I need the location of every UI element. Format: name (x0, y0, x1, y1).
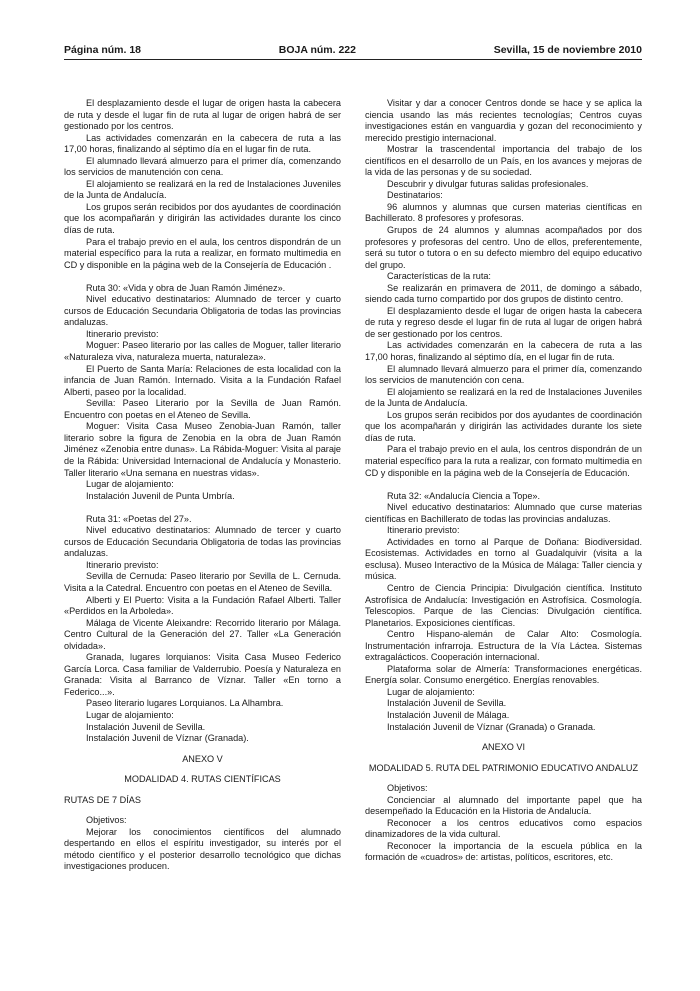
paragraph: Instalación Juvenil de Sevilla. (387, 698, 507, 709)
annex-v-section (64, 754, 341, 873)
paragraph: Paseo literario lugares Lorquianos. La Alhambra. (86, 698, 284, 709)
paragraph: Itinerario previsto: (387, 525, 460, 536)
paragraph: Plataforma solar de Almería: Transformaciones energéticas. Energía solar. Consumo energético. Energías renovables. (365, 663, 642, 686)
paragraph: El alojamiento se realizará en la red de Instalaciones Juveniles de la Junta de Andalucía. (64, 178, 341, 201)
paragraph: 96 alumnos y alumnas que cursen materias científicas en Bachillerato. 8 profesores y profesoras. (365, 201, 642, 224)
paragraph: Para el trabajo previo en el aula, los centros dispondrán de un material específico para la ruta a realizar, con formato multimedia en CD y disponible en la página web de la Consejería de Educación. (365, 444, 642, 478)
left-column (64, 98, 341, 873)
annex-title: ANEXO V (182, 753, 223, 764)
paragraph: Instalación Juvenil de Málaga. (387, 709, 510, 720)
paragraph: Los grupos serán recibidos por dos ayudantes de coordinación que los acompañarán y dirigirán las actividades durante los cinco días de ruta. (64, 201, 341, 236)
paragraph-gap (64, 502, 341, 514)
paragraph: Centro Hispano-alemán de Calar Alto: Cosmología. Instrumentación infrarroja. Estructura de la Vía Láctea. Sistemas extragalácticos. Cooperación internacional. (365, 629, 642, 663)
paragraph-gap (365, 479, 642, 491)
paragraph: Instalación Juvenil de Punta Umbría. (86, 490, 235, 501)
paragraph: Sevilla: Paseo Literario por la Sevilla de Juan Ramón. Encuentro con poetas en el Ateneo de Sevilla. (64, 398, 341, 420)
modality-title: MODALIDAD 4. RUTAS CIENTÍFICAS (124, 774, 281, 785)
paragraph: Itinerario previsto: (86, 559, 159, 570)
paragraph: Los grupos serán recibidos por dos ayudantes de coordinación que los acompañarán y dirigirán las actividades durante los siete días de ruta. (365, 409, 642, 443)
paragraph: Nivel educativo destinatarios: Alumnado que curse materias científicas en Bachillerato de todas las provincias andaluzas. (365, 502, 642, 524)
paragraph: El alumnado llevará almuerzo para el primer día, comenzando los servicios de manutención con cena. (365, 363, 642, 386)
paragraph: El desplazamiento desde el lugar de origen hasta la cabecera de ruta y desde el lugar fin de ruta al lugar de origen habrá de ser gestionado por los centros. (64, 98, 341, 132)
paragraph: El desplazamiento desde el lugar de origen hasta la cabecera de ruta y regreso desde el lugar fin de ruta al lugar de origen habrá de ser gestionado por los centros. (365, 305, 642, 339)
paragraph: Grupos de 24 alumnos y alumnas acompañados por dos profesores y profesoras del centro. Uno de ellos, preferentemente, será su tutor o tutora o en su defecto miembro del equipo educativo del grupo. (365, 225, 642, 270)
route-duration: RUTAS DE 7 DÍAS (64, 794, 141, 805)
paragraph: Las actividades comenzarán en la cabecera de ruta a las 17,00 horas, finalizando al séptimo día en el lugar fin de ruta. (64, 132, 341, 155)
paragraph: El alumnado llevará almuerzo para el primer día, comenzando los servicios de manutención con cena. (64, 155, 341, 178)
paragraph: Mostrar la trascendental importancia del trabajo de los científicos en el desarrollo de un País, en los avances y mejoras de la vida de las personas y de su sociedad. (365, 144, 642, 178)
paragraph: Nivel educativo destinatarios: Alumnado de tercer y cuarto cursos de Educación Secundaria Obligatoria de todas las provincias andaluzas. (64, 525, 341, 559)
paragraph: Mejorar los conocimientos científicos del alumnado despertando en ellos el espíritu investigador, su interés por el método científico y el posterior desarrollo tecnológico que dichas investigaciones producen. (64, 826, 341, 872)
paragraph: Actividades en torno al Parque de Doñana: Biodiversidad. Ecosistemas. Actividades en torno al Guadalquivir (visita a la esclusa). Museo Interactivo de la Música de Málaga: Taller ciencia y música. (365, 536, 642, 582)
page-header (64, 44, 642, 60)
annex-vi-section (365, 742, 642, 864)
objectives-label: Objetivos: (387, 783, 428, 794)
objectives-label: Objetivos: (86, 815, 127, 826)
paragraph: Lugar de alojamiento: (86, 479, 174, 490)
paragraph: Centro de Ciencia Principia: Divulgación científica. Instituto Astrofísica de Andalucía: Investigación en Astrofísica. Cosmología. Telescopios. Parque de las Ciencias: Divulgación científica. Planetarios. Exposiciones científicas. (365, 582, 642, 628)
paragraph: Reconocer la importancia de la escuela pública en la formación de «cuadros» de: artistas, políticos, escritores, etc. (365, 840, 642, 863)
paragraph: Ruta 31: «Poetas del 27». (86, 513, 192, 524)
paragraph: Se realizarán en primavera de 2011, de domingo a sábado, siendo cada turno compartido por dos grupos de distinto centro. (365, 282, 642, 305)
paragraph: Moguer: Visita Casa Museo Zenobia-Juan Ramón, taller literario sobre la figura de Zenobia en la obra de Juan Ramón Jiménez «Zenobia entre dunas». La Rábida-Moguer: Visita al paraje de la Rábida: Universidad Internacional de Andalucía y Monasterio. Taller literario «Una semana en nuestras vidas». (64, 421, 341, 478)
paragraph: Lugar de alojamiento: (86, 709, 174, 720)
paragraph: Características de la ruta: (387, 271, 491, 282)
paragraph: Destinatarios: (387, 190, 443, 201)
right-column (365, 98, 642, 873)
paragraph: Concienciar al alumnado del importante papel que ha desempeñado la Educación en la Historia de Andalucía. (365, 794, 642, 817)
paragraph: Instalación Juvenil de Sevilla. (86, 721, 206, 732)
paragraph: El Puerto de Santa María: Relaciones de esta localidad con la infancia de Juan Ramón. Internado. Visita a la Fundación Rafael Alberti, paseo por la localidad. (64, 363, 341, 397)
paragraph: Lugar de alojamiento: (387, 686, 475, 697)
paragraph-gap (64, 271, 341, 283)
paragraph: Para el trabajo previo en el aula, los centros dispondrán de un material específico para la ruta a realizar, en formato multimedia en CD y disponible en la página web de la Consejería de Educación . (64, 236, 341, 270)
paragraph: Visitar y dar a conocer Centros donde se hace y se aplica la ciencia usando las más recientes tecnologías; Centros cuyas investigaciones están en vanguardia y gozan del reconocimiento y merecido prestigio internacional. (365, 98, 642, 143)
publication-date: Sevilla, 15 de noviembre 2010 (493, 44, 642, 56)
page-number: Página núm. 18 (64, 44, 142, 56)
page (64, 44, 642, 873)
modality-title: MODALIDAD 5. RUTA DEL PATRIMONIO EDUCATIVO ANDALUZ (368, 762, 639, 773)
bulletin-number: BOJA núm. 222 (278, 44, 356, 56)
paragraph: Ruta 32: «Andalucía Ciencia a Tope». (387, 490, 541, 501)
paragraph: Instalación Juvenil de Víznar (Granada). (86, 733, 249, 744)
paragraph: Ruta 30: «Vida y obra de Juan Ramón Jiménez». (86, 282, 286, 293)
paragraph: Moguer: Paseo literario por las calles de Moguer, taller literario «Naturaleza viva, naturaleza muerta, naturaleza». (64, 340, 341, 363)
paragraph: Nivel educativo destinatarios: Alumnado de tercer y cuarto cursos de Educación Secundaria Obligatoria de todas las provincias andaluzas. (64, 294, 341, 328)
paragraph: Instalación Juvenil de Víznar (Granada) o Granada. (387, 721, 596, 732)
paragraph: Alberti y El Puerto: Visita a la Fundación Rafael Alberti. Taller «Perdidos en la Arboleda». (64, 594, 341, 617)
paragraph: El alojamiento se realizará en la red de Instalaciones Juveniles de la Junta de Andalucía. (365, 386, 642, 409)
paragraph: Descubrir y divulgar futuras salidas profesionales. (387, 178, 589, 189)
body-columns (64, 98, 642, 873)
paragraph: Reconocer a los centros educativos como espacios dinamizadores de la vida cultural. (365, 817, 642, 840)
annex-title: ANEXO VI (481, 742, 526, 753)
paragraph: Málaga de Vicente Aleixandre: Recorrido literario por Málaga. Centro Cultural de la Generación del 27. Taller «La Generación olvidada». (64, 617, 341, 651)
paragraph: Las actividades comenzarán en la cabecera de ruta a las 17,00 horas, finalizando al séptimo día, en el lugar fin de ruta. (365, 340, 642, 363)
paragraph: Sevilla de Cernuda: Paseo literario por Sevilla de L. Cernuda. Visita a la Catedral. Encuentro con poetas en el Ateneo de Sevilla. (64, 571, 341, 593)
paragraph: Itinerario previsto: (86, 328, 159, 339)
paragraph: Granada, lugares lorquianos: Visita Casa Museo Federico García Lorca. Casa familiar de Valderrubio. Poesía y Naturaleza en Granada: Visita al Barranco de Víznar. Taller «En torno a Federico...». (64, 652, 341, 697)
